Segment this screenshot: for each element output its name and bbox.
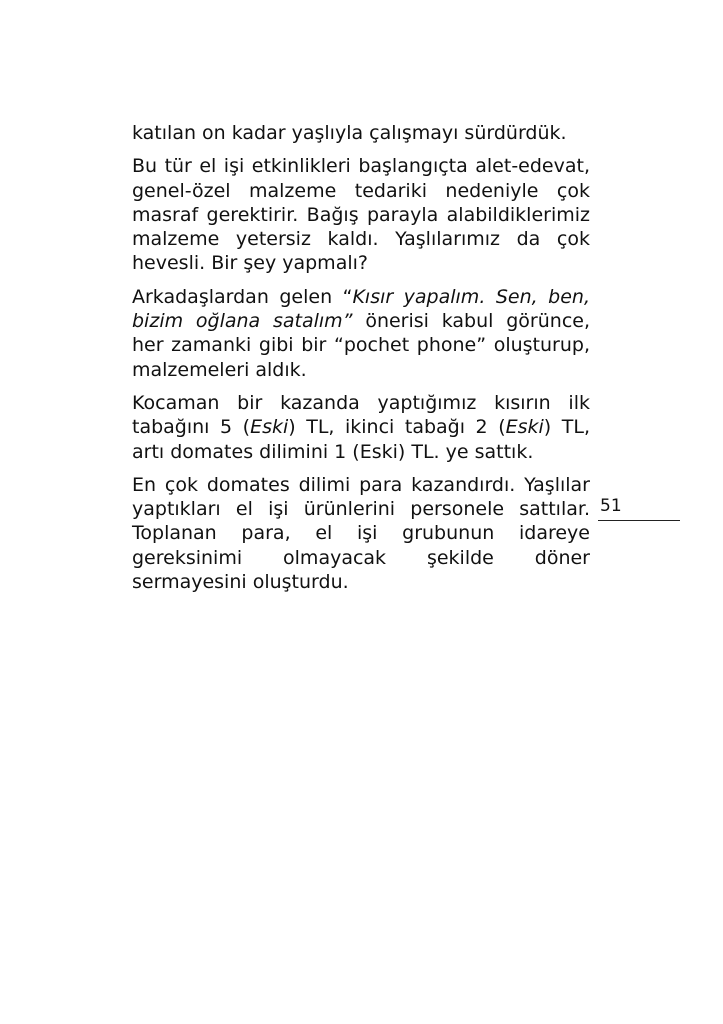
- text-run: katılan on kadar yaşlıyla çalışmayı sürdürdük.: [132, 122, 567, 144]
- italic-text: Eski: [250, 416, 289, 439]
- text-run: Arkadaşlardan gelen “: [132, 285, 353, 308]
- italic-text: Eski: [505, 416, 544, 439]
- page-number: 51: [600, 496, 622, 516]
- text-run: önerisi kabul görünce, her zamanki gibi bir “pochet phone” oluşturup, malzemeleri aldık.: [132, 310, 590, 381]
- italic-text: Kısır yapalım. Sen, ben, bizim oğlana satalım”: [132, 285, 590, 333]
- text-run: ) TL, ikinci tabağı 2 (: [288, 416, 506, 439]
- text-run: En çok domates dilimi para kazandırdı. Yaşlılar yaptıkları el işi ürünlerini personele sattılar. Toplanan para, el işi grubunun idareye gereksinimi olmayacak şekilde döner sermayesini oluşturdu.: [132, 473, 590, 594]
- body-text: [132, 121, 590, 603]
- paragraph: [132, 391, 590, 464]
- paragraph: [132, 473, 590, 594]
- paragraph: [132, 121, 590, 145]
- paragraph: [132, 285, 590, 382]
- paragraph: [132, 154, 590, 275]
- text-run: ) TL, artı domates dilimini 1 (Eski) TL. ye sattık.: [132, 416, 590, 463]
- text-run: Kocaman bir kazanda yaptığımız kısırın ilk tabağını 5 (: [132, 391, 590, 439]
- page-number-rule: [598, 520, 680, 521]
- text-run: Bu tür el işi etkinlikleri başlangıçta alet-edevat, genel-özel malzeme tedariki nedeniyle çok masraf gerektirir. Bağış parayla alabildiklerimiz malzeme yetersiz kaldı. Yaşlılarımız da çok hevesli. Bir şey yapmalı?: [132, 155, 590, 275]
